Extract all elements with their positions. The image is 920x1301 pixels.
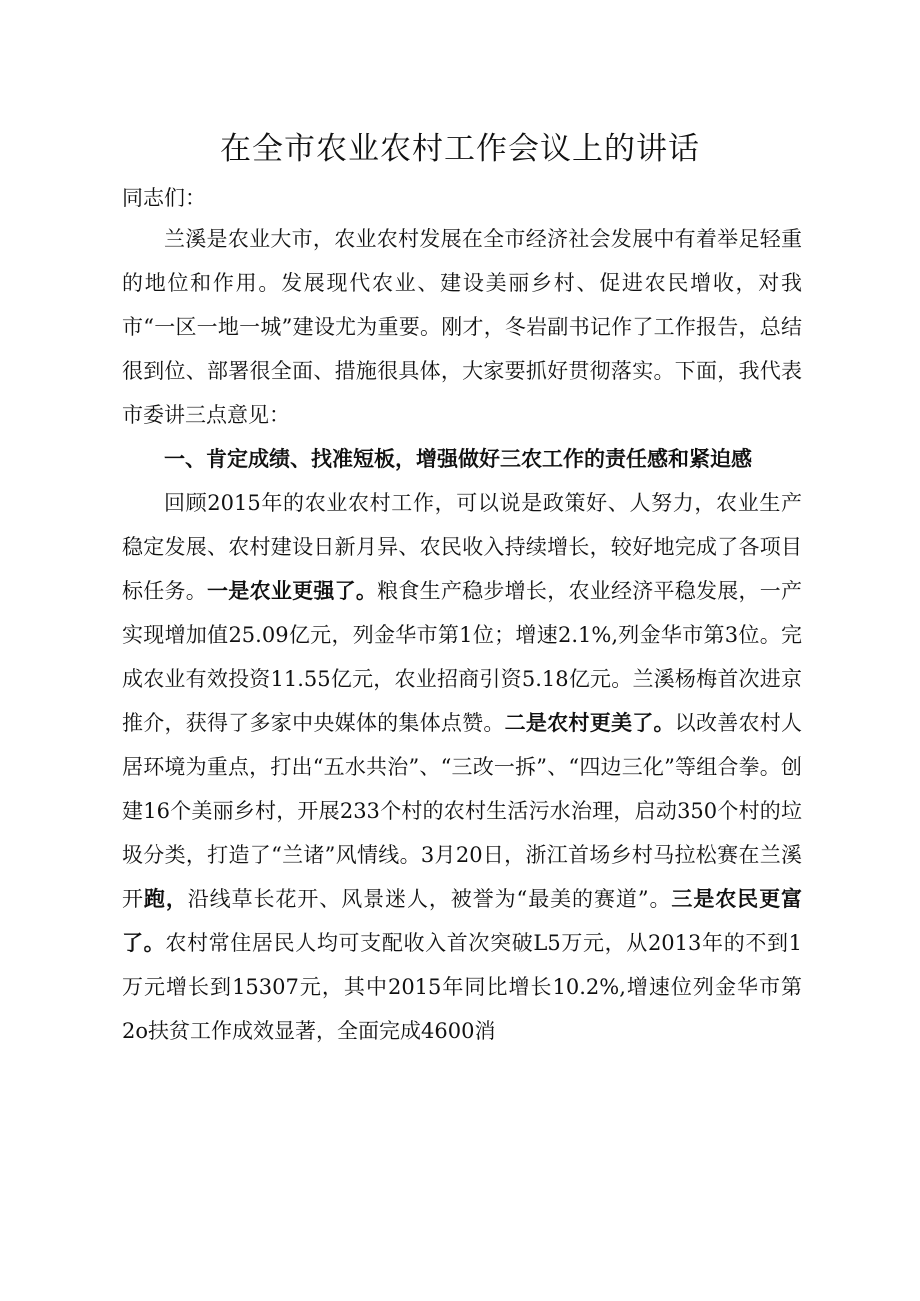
- review-text-2: 粮食生产稳步增长，农业经济平稳发展，一产实现增加值25.09亿元，列金华市第1位；增速2.1%,列金华市第3位。完成农业有效投资11.55亿元，农业招商引资5.18亿元。兰溪杨梅首次进京推介，获得了多家中央媒体的集体点赞。: [122, 579, 803, 735]
- review-text-5: 农村常住居民人均可支配收入首次突破L5万元，从2013年的不到1万元增长到15307元，其中2015年同比增长10.2%,增速位列金华市第2o扶贫工作成效显著，全面完成4600消: [122, 931, 803, 1043]
- highlight-farmers: 三是农民更富了。: [122, 886, 803, 955]
- intro-paragraph: 兰溪是农业大市，农业农村发展在全市经济社会发展中有着举足轻重的地位和作用。发展现代农业、建设美丽乡村、促进农民增收，对我市“一区一地一城”建设尤为重要。刚才，冬岩副书记作了工作报告，总结很到位、部署很全面、措施很具体，大家要抓好贯彻落实。下面，我代表市委讲三点意见：: [122, 227, 802, 427]
- highlight-agriculture: 一是农业更强了。: [207, 578, 378, 603]
- review-text-4: 沿线草长花开、风景迷人，被誉为“最美的赛道”。: [187, 887, 672, 911]
- section-heading-1: 一、肯定成绩、找准短板，增强做好三农工作的责任感和紧迫感: [164, 446, 752, 471]
- review-text-3: 以改善农村人居环境为重点，打出“五水共治”、“三改一拆”、“四边三化”等组合拳。创建16个美丽乡村，开展233个村的农村生活污水治理，启动350个村的垃圾分类，打造了“兰诸”风情线。3月20日，浙江首场乡村马拉松赛在兰溪开: [122, 711, 803, 911]
- document-title: 在全市农业农村工作会议上的讲话: [220, 131, 700, 167]
- review-text-1: 回顾2015年的农业农村工作，可以说是政策好、人努力，农业生产稳定发展、农村建设日新月异、农民收入持续增长，较好地完成了各项目标任务。: [122, 491, 802, 603]
- review-paragraph: [122, 481, 802, 1053]
- salutation: 同志们：: [122, 186, 206, 210]
- highlight-run: 跑，: [143, 886, 188, 911]
- document-body: [122, 217, 802, 1053]
- highlight-countryside: 二是农村更美了。: [504, 710, 675, 735]
